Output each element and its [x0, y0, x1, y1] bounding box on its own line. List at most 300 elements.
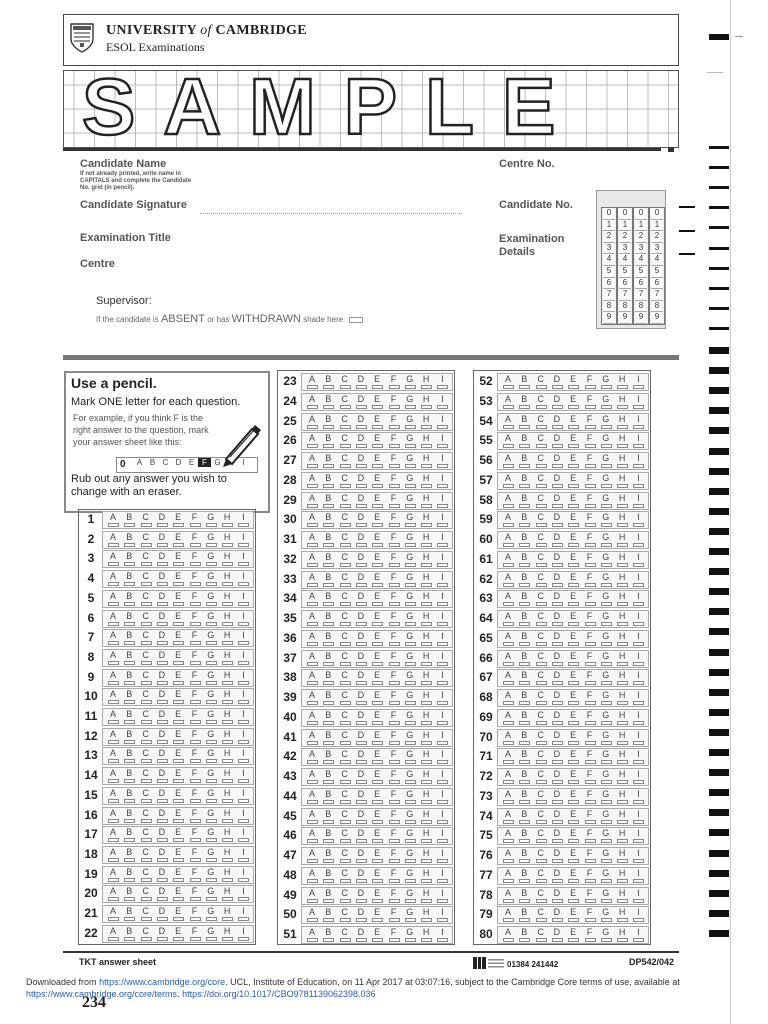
answer-bubble[interactable] — [337, 749, 353, 765]
answer-bubble[interactable] — [353, 769, 369, 785]
answer-bubble[interactable] — [533, 552, 549, 568]
answer-bubble[interactable] — [138, 886, 154, 902]
answer-bubble[interactable] — [369, 749, 385, 765]
answer-bubble[interactable] — [320, 552, 336, 568]
answer-bubble[interactable] — [353, 848, 369, 864]
candidate-digit-cell[interactable]: 5 — [651, 266, 663, 278]
answer-bubble[interactable] — [304, 611, 320, 627]
answer-bubble[interactable] — [500, 769, 516, 785]
answer-bubble[interactable] — [154, 551, 170, 567]
answer-bubble[interactable] — [353, 473, 369, 489]
answer-bubble[interactable] — [516, 749, 532, 765]
answer-bubble[interactable] — [320, 927, 336, 943]
answer-bubble[interactable] — [105, 591, 121, 607]
answer-bubble[interactable] — [121, 630, 137, 646]
answer-bubble[interactable] — [516, 907, 532, 923]
answer-bubble[interactable] — [598, 651, 614, 667]
core-link[interactable]: https://www.cambridge.org/core — [99, 977, 226, 987]
answer-bubble[interactable] — [598, 493, 614, 509]
answer-bubble[interactable] — [533, 888, 549, 904]
answer-bubble[interactable] — [337, 927, 353, 943]
answer-bubble[interactable] — [121, 827, 137, 843]
answer-bubble[interactable] — [353, 493, 369, 509]
answer-bubble[interactable] — [386, 572, 402, 588]
answer-bubble[interactable] — [219, 768, 235, 784]
answer-bubble[interactable] — [304, 927, 320, 943]
answer-bubble[interactable] — [402, 414, 418, 430]
answer-bubble[interactable] — [516, 552, 532, 568]
answer-bubble[interactable] — [320, 572, 336, 588]
answer-bubble[interactable] — [598, 631, 614, 647]
answer-bubble[interactable] — [121, 670, 137, 686]
answer-bubble[interactable] — [105, 532, 121, 548]
answer-bubble[interactable] — [516, 670, 532, 686]
answer-bubble[interactable] — [320, 532, 336, 548]
answer-bubble[interactable] — [582, 414, 598, 430]
answer-bubble[interactable] — [386, 828, 402, 844]
answer-bubble[interactable] — [516, 789, 532, 805]
answer-bubble[interactable] — [369, 888, 385, 904]
answer-bubble[interactable] — [598, 848, 614, 864]
candidate-digit-cell[interactable]: 3 — [651, 243, 663, 255]
answer-bubble[interactable] — [369, 907, 385, 923]
answer-bubble[interactable] — [219, 867, 235, 883]
answer-bubble[interactable] — [614, 572, 630, 588]
answer-bubble[interactable] — [630, 809, 646, 825]
answer-bubble[interactable] — [434, 690, 450, 706]
answer-bubble[interactable] — [170, 670, 186, 686]
answer-bubble[interactable] — [320, 710, 336, 726]
answer-bubble[interactable] — [138, 670, 154, 686]
answer-bubble[interactable] — [434, 532, 450, 548]
answer-bubble[interactable] — [386, 611, 402, 627]
answer-bubble[interactable] — [582, 493, 598, 509]
answer-bubble[interactable] — [337, 789, 353, 805]
answer-bubble[interactable] — [434, 769, 450, 785]
answer-bubble[interactable] — [219, 689, 235, 705]
answer-bubble[interactable] — [549, 670, 565, 686]
answer-bubble[interactable] — [516, 631, 532, 647]
answer-bubble[interactable] — [304, 749, 320, 765]
answer-bubble[interactable] — [105, 748, 121, 764]
answer-bubble[interactable] — [582, 710, 598, 726]
answer-bubble[interactable] — [105, 670, 121, 686]
answer-bubble[interactable] — [549, 927, 565, 943]
answer-bubble[interactable] — [418, 809, 434, 825]
answer-bubble[interactable] — [533, 473, 549, 489]
answer-bubble[interactable] — [203, 788, 219, 804]
answer-bubble[interactable] — [187, 729, 203, 745]
answer-bubble[interactable] — [203, 808, 219, 824]
answer-bubble[interactable] — [516, 888, 532, 904]
answer-bubble[interactable] — [614, 769, 630, 785]
candidate-digit-cell[interactable]: 3 — [619, 243, 631, 255]
answer-bubble[interactable] — [402, 532, 418, 548]
answer-bubble[interactable] — [320, 473, 336, 489]
answer-bubble[interactable] — [549, 512, 565, 528]
answer-bubble[interactable] — [138, 729, 154, 745]
answer-bubble[interactable] — [402, 710, 418, 726]
answer-bubble[interactable] — [434, 848, 450, 864]
answer-bubble[interactable] — [386, 809, 402, 825]
answer-bubble[interactable] — [598, 868, 614, 884]
answer-bubble[interactable] — [598, 572, 614, 588]
answer-bubble[interactable] — [337, 532, 353, 548]
answer-bubble[interactable] — [170, 551, 186, 567]
candidate-digit-cell[interactable]: 0 — [651, 208, 663, 220]
answer-bubble[interactable] — [138, 906, 154, 922]
answer-bubble[interactable] — [187, 571, 203, 587]
answer-bubble[interactable] — [138, 512, 154, 528]
answer-bubble[interactable] — [353, 927, 369, 943]
answer-bubble[interactable] — [138, 650, 154, 666]
answer-bubble[interactable] — [549, 769, 565, 785]
candidate-digit-cell[interactable]: 0 — [619, 208, 631, 220]
answer-bubble[interactable] — [582, 730, 598, 746]
answer-bubble[interactable] — [565, 552, 581, 568]
answer-bubble[interactable] — [337, 848, 353, 864]
candidate-digit-cell[interactable]: 6 — [619, 278, 631, 290]
answer-bubble[interactable] — [582, 631, 598, 647]
answer-bubble[interactable] — [582, 552, 598, 568]
answer-bubble[interactable] — [418, 690, 434, 706]
answer-bubble[interactable] — [353, 868, 369, 884]
answer-bubble[interactable] — [369, 572, 385, 588]
answer-bubble[interactable] — [533, 651, 549, 667]
answer-bubble[interactable] — [630, 631, 646, 647]
answer-bubble[interactable] — [630, 512, 646, 528]
candidate-digit-cell[interactable]: 4 — [619, 254, 631, 266]
answer-bubble[interactable] — [121, 709, 137, 725]
answer-bubble[interactable] — [203, 827, 219, 843]
answer-bubble[interactable] — [353, 611, 369, 627]
answer-bubble[interactable] — [434, 888, 450, 904]
answer-bubble[interactable] — [630, 532, 646, 548]
answer-bubble[interactable] — [353, 789, 369, 805]
answer-bubble[interactable] — [614, 591, 630, 607]
answer-bubble[interactable] — [369, 690, 385, 706]
answer-bubble[interactable] — [369, 591, 385, 607]
answer-bubble[interactable] — [105, 808, 121, 824]
answer-bubble[interactable] — [337, 631, 353, 647]
candidate-digit-cell[interactable]: 8 — [619, 301, 631, 313]
answer-bubble[interactable] — [337, 374, 353, 390]
answer-bubble[interactable] — [154, 591, 170, 607]
answer-bubble[interactable] — [304, 512, 320, 528]
answer-bubble[interactable] — [121, 808, 137, 824]
answer-bubble[interactable] — [187, 867, 203, 883]
answer-bubble[interactable] — [187, 847, 203, 863]
answer-bubble[interactable] — [353, 591, 369, 607]
answer-bubble[interactable] — [353, 730, 369, 746]
answer-bubble[interactable] — [533, 591, 549, 607]
answer-bubble[interactable] — [235, 551, 251, 567]
answer-bubble[interactable] — [337, 769, 353, 785]
answer-bubble[interactable] — [320, 631, 336, 647]
answer-bubble[interactable] — [304, 730, 320, 746]
answer-bubble[interactable] — [598, 769, 614, 785]
answer-bubble[interactable] — [337, 394, 353, 410]
answer-bubble[interactable] — [630, 611, 646, 627]
answer-bubble[interactable] — [304, 670, 320, 686]
answer-bubble[interactable] — [565, 433, 581, 449]
answer-bubble[interactable] — [187, 689, 203, 705]
answer-bubble[interactable] — [598, 828, 614, 844]
answer-bubble[interactable] — [500, 414, 516, 430]
answer-bubble[interactable] — [235, 729, 251, 745]
answer-bubble[interactable] — [582, 789, 598, 805]
answer-bubble[interactable] — [170, 571, 186, 587]
answer-bubble[interactable] — [337, 651, 353, 667]
answer-bubble[interactable] — [219, 630, 235, 646]
answer-bubble[interactable] — [614, 493, 630, 509]
answer-bubble[interactable] — [582, 453, 598, 469]
answer-bubble[interactable] — [516, 532, 532, 548]
answer-bubble[interactable] — [565, 888, 581, 904]
answer-bubble[interactable] — [105, 906, 121, 922]
answer-bubble[interactable] — [235, 926, 251, 942]
answer-bubble[interactable] — [516, 572, 532, 588]
answer-bubble[interactable] — [337, 690, 353, 706]
answer-bubble[interactable] — [353, 433, 369, 449]
answer-bubble[interactable] — [386, 374, 402, 390]
answer-bubble[interactable] — [138, 867, 154, 883]
answer-bubble[interactable] — [187, 591, 203, 607]
candidate-digit-cell[interactable]: 5 — [619, 266, 631, 278]
answer-bubble[interactable] — [418, 552, 434, 568]
answer-bubble[interactable] — [533, 868, 549, 884]
answer-bubble[interactable] — [565, 828, 581, 844]
answer-bubble[interactable] — [170, 748, 186, 764]
answer-bubble[interactable] — [614, 631, 630, 647]
answer-bubble[interactable] — [630, 749, 646, 765]
answer-bubble[interactable] — [630, 690, 646, 706]
answer-bubble[interactable] — [219, 906, 235, 922]
answer-bubble[interactable] — [402, 611, 418, 627]
answer-bubble[interactable] — [170, 808, 186, 824]
answer-bubble[interactable] — [402, 631, 418, 647]
answer-bubble[interactable] — [170, 768, 186, 784]
answer-bubble[interactable] — [516, 591, 532, 607]
answer-bubble[interactable] — [203, 551, 219, 567]
answer-bubble[interactable] — [533, 433, 549, 449]
doi-link[interactable]: https://doi.org/10.1017/CBO9781139062398.036 — [182, 989, 376, 999]
answer-bubble[interactable] — [170, 867, 186, 883]
answer-bubble[interactable] — [533, 670, 549, 686]
answer-bubble[interactable] — [533, 453, 549, 469]
candidate-digit-cell[interactable]: 4 — [635, 254, 647, 266]
answer-bubble[interactable] — [187, 650, 203, 666]
answer-bubble[interactable] — [304, 710, 320, 726]
answer-bubble[interactable] — [549, 828, 565, 844]
answer-bubble[interactable] — [320, 690, 336, 706]
answer-bubble[interactable] — [369, 927, 385, 943]
answer-bubble[interactable] — [369, 710, 385, 726]
answer-bubble[interactable] — [203, 709, 219, 725]
answer-bubble[interactable] — [533, 828, 549, 844]
answer-bubble[interactable] — [203, 926, 219, 942]
answer-bubble[interactable] — [500, 809, 516, 825]
answer-bubble[interactable] — [614, 927, 630, 943]
answer-bubble[interactable] — [337, 552, 353, 568]
answer-bubble[interactable] — [187, 768, 203, 784]
answer-bubble[interactable] — [516, 473, 532, 489]
answer-bubble[interactable] — [187, 611, 203, 627]
answer-bubble[interactable] — [533, 512, 549, 528]
answer-bubble[interactable] — [170, 788, 186, 804]
answer-bubble[interactable] — [138, 571, 154, 587]
answer-bubble[interactable] — [434, 493, 450, 509]
answer-bubble[interactable] — [418, 710, 434, 726]
answer-bubble[interactable] — [320, 651, 336, 667]
answer-bubble[interactable] — [614, 374, 630, 390]
answer-bubble[interactable] — [219, 512, 235, 528]
answer-bubble[interactable] — [402, 789, 418, 805]
answer-bubble[interactable] — [582, 651, 598, 667]
candidate-digit-cell[interactable]: 9 — [651, 312, 663, 324]
answer-bubble[interactable] — [630, 433, 646, 449]
answer-bubble[interactable] — [304, 493, 320, 509]
answer-bubble[interactable] — [386, 631, 402, 647]
answer-bubble[interactable] — [320, 868, 336, 884]
answer-bubble[interactable] — [219, 847, 235, 863]
answer-bubble[interactable] — [402, 394, 418, 410]
answer-bubble[interactable] — [105, 768, 121, 784]
answer-bubble[interactable] — [582, 611, 598, 627]
answer-bubble[interactable] — [121, 729, 137, 745]
answer-bubble[interactable] — [304, 552, 320, 568]
answer-bubble[interactable] — [386, 473, 402, 489]
candidate-digit-cell[interactable]: 7 — [635, 289, 647, 301]
answer-bubble[interactable] — [402, 809, 418, 825]
answer-bubble[interactable] — [320, 512, 336, 528]
answer-bubble[interactable] — [219, 808, 235, 824]
answer-bubble[interactable] — [121, 906, 137, 922]
answer-bubble[interactable] — [154, 650, 170, 666]
answer-bubble[interactable] — [418, 414, 434, 430]
answer-bubble[interactable] — [138, 591, 154, 607]
answer-bubble[interactable] — [154, 867, 170, 883]
answer-bubble[interactable] — [235, 630, 251, 646]
answer-bubble[interactable] — [337, 611, 353, 627]
answer-bubble[interactable] — [304, 453, 320, 469]
answer-bubble[interactable] — [500, 631, 516, 647]
answer-bubble[interactable] — [203, 532, 219, 548]
answer-bubble[interactable] — [565, 473, 581, 489]
answer-bubble[interactable] — [614, 473, 630, 489]
answer-bubble[interactable] — [533, 848, 549, 864]
answer-bubble[interactable] — [402, 868, 418, 884]
answer-bubble[interactable] — [500, 552, 516, 568]
answer-bubble[interactable] — [402, 552, 418, 568]
answer-bubble[interactable] — [219, 709, 235, 725]
answer-bubble[interactable] — [582, 473, 598, 489]
answer-bubble[interactable] — [320, 888, 336, 904]
answer-bubble[interactable] — [353, 651, 369, 667]
answer-bubble[interactable] — [235, 709, 251, 725]
answer-bubble[interactable] — [434, 611, 450, 627]
answer-bubble[interactable] — [418, 670, 434, 686]
answer-bubble[interactable] — [418, 749, 434, 765]
answer-bubble[interactable] — [154, 709, 170, 725]
answer-bubble[interactable] — [630, 927, 646, 943]
candidate-digit-cell[interactable]: 2 — [651, 231, 663, 243]
answer-bubble[interactable] — [304, 414, 320, 430]
answer-bubble[interactable] — [533, 532, 549, 548]
answer-bubble[interactable] — [105, 512, 121, 528]
answer-bubble[interactable] — [138, 827, 154, 843]
answer-bubble[interactable] — [138, 808, 154, 824]
answer-bubble[interactable] — [304, 848, 320, 864]
candidate-digit-cell[interactable]: 8 — [635, 301, 647, 313]
candidate-digit-cell[interactable]: 0 — [635, 208, 647, 220]
candidate-digit-cell[interactable]: 5 — [603, 266, 615, 278]
answer-bubble[interactable] — [203, 768, 219, 784]
answer-bubble[interactable] — [320, 493, 336, 509]
answer-bubble[interactable] — [353, 552, 369, 568]
answer-bubble[interactable] — [353, 453, 369, 469]
answer-bubble[interactable] — [386, 591, 402, 607]
answer-bubble[interactable] — [614, 433, 630, 449]
answer-bubble[interactable] — [219, 886, 235, 902]
answer-bubble[interactable] — [402, 453, 418, 469]
answer-bubble[interactable] — [614, 809, 630, 825]
answer-bubble[interactable] — [614, 532, 630, 548]
answer-bubble[interactable] — [500, 690, 516, 706]
answer-bubble[interactable] — [154, 689, 170, 705]
answer-bubble[interactable] — [418, 512, 434, 528]
answer-bubble[interactable] — [630, 789, 646, 805]
answer-bubble[interactable] — [105, 729, 121, 745]
answer-bubble[interactable] — [304, 828, 320, 844]
candidate-digit-cell[interactable]: 1 — [635, 220, 647, 232]
answer-bubble[interactable] — [434, 572, 450, 588]
answer-bubble[interactable] — [614, 552, 630, 568]
answer-bubble[interactable] — [614, 414, 630, 430]
answer-bubble[interactable] — [500, 473, 516, 489]
answer-bubble[interactable] — [235, 611, 251, 627]
answer-bubble[interactable] — [386, 512, 402, 528]
answer-bubble[interactable] — [121, 867, 137, 883]
answer-bubble[interactable] — [203, 611, 219, 627]
answer-bubble[interactable] — [533, 927, 549, 943]
answer-bubble[interactable] — [386, 651, 402, 667]
answer-bubble[interactable] — [235, 906, 251, 922]
answer-bubble[interactable] — [582, 888, 598, 904]
answer-bubble[interactable] — [630, 572, 646, 588]
answer-bubble[interactable] — [402, 572, 418, 588]
answer-bubble[interactable] — [434, 828, 450, 844]
answer-bubble[interactable] — [320, 789, 336, 805]
candidate-digit-cell[interactable]: 3 — [635, 243, 647, 255]
answer-bubble[interactable] — [337, 730, 353, 746]
answer-bubble[interactable] — [138, 689, 154, 705]
answer-bubble[interactable] — [565, 789, 581, 805]
answer-bubble[interactable] — [187, 532, 203, 548]
answer-bubble[interactable] — [386, 907, 402, 923]
answer-bubble[interactable] — [565, 611, 581, 627]
answer-bubble[interactable] — [219, 650, 235, 666]
answer-bubble[interactable] — [304, 473, 320, 489]
answer-bubble[interactable] — [582, 591, 598, 607]
answer-bubble[interactable] — [434, 927, 450, 943]
answer-bubble[interactable] — [500, 374, 516, 390]
answer-bubble[interactable] — [614, 651, 630, 667]
answer-bubble[interactable] — [121, 571, 137, 587]
answer-bubble[interactable] — [320, 670, 336, 686]
answer-bubble[interactable] — [187, 827, 203, 843]
answer-bubble[interactable] — [434, 591, 450, 607]
